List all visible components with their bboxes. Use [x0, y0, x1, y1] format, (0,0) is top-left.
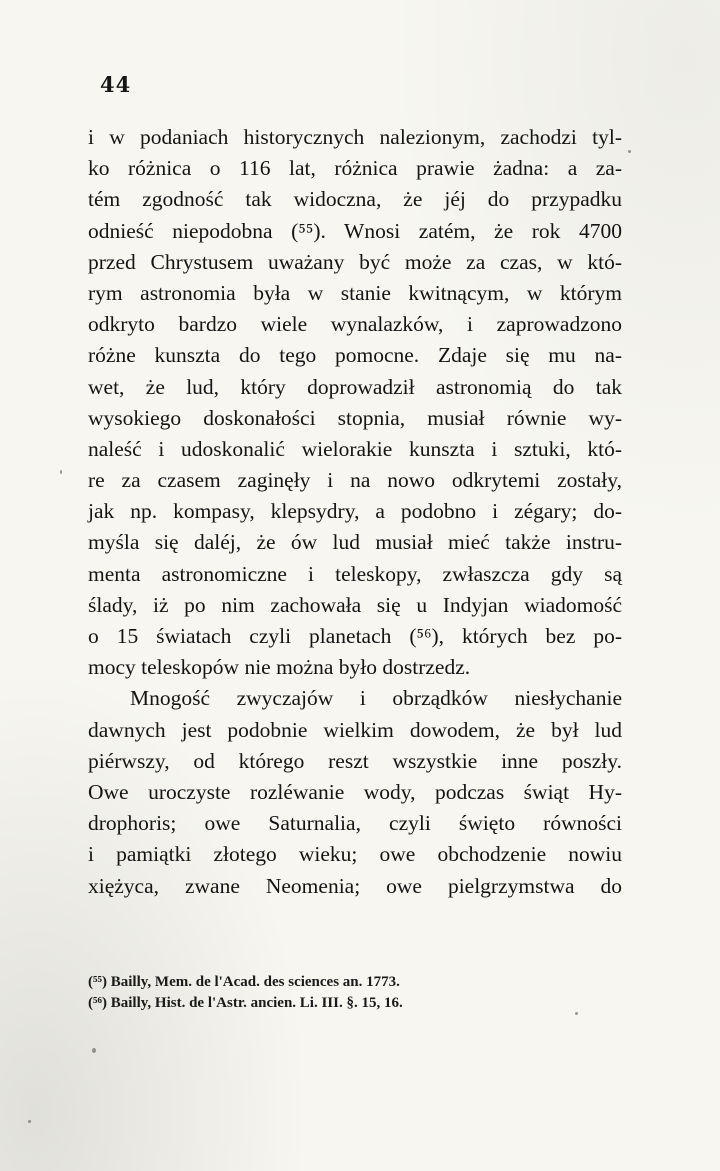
text-line: przed Chrystusem uważany być może za czas, w któ- [88, 249, 622, 274]
paper-speck [575, 1012, 578, 1015]
text-line: piérwszy, od którego reszt wszystkie inne poszły. [88, 748, 622, 773]
text-line: i pamiątki złotego wieku; owe obchodzenie nowiu [88, 842, 622, 867]
paper-speck [28, 1120, 31, 1123]
text-line: drophoris; owe Saturnalia, czyli święto równości [88, 811, 622, 836]
text-line: jak np. kompasy, klepsydry, a podobno i zégary; do- [88, 499, 622, 524]
page-number: 44 [100, 72, 132, 97]
text-line: ślady, iż po nim zachowała się u Indyjan wiadomość [88, 592, 622, 617]
text-line: menta astronomiczne i teleskopy, zwłaszcza gdy są [88, 561, 622, 586]
text-line: xiężyca, zwane Neomenia; owe pielgrzymstwa do [88, 873, 622, 898]
text-line: wet, że lud, który doprowadził astronomią do tak [88, 374, 622, 399]
text-line: różne kunszta do tego pomocne. Zdaje się mu na- [88, 343, 622, 368]
text-line: naleść i udoskonalić wielorakie kunszta i sztuki, któ- [88, 436, 622, 461]
text-line: o 15 światach czyli planetach (⁵⁶), których bez po- [88, 624, 622, 648]
text-line: wysokiego doskonałości stopnia, musiał równie wy- [88, 405, 622, 430]
footnote: (⁵⁶) Bailly, Hist. de l'Astr. ancien. Li. III. §. 15, 16. [88, 995, 403, 1011]
text-line: odnieść niepodobna (⁵⁵). Wnosi zatém, że rok 4700 [88, 218, 622, 243]
paper-speck [92, 1048, 96, 1053]
text-line: odkryto bardzo wiele wynalazków, i zaprowadzono [88, 312, 622, 337]
text-line: Mnogość zwyczajów i obrządków niesłychanie [130, 686, 622, 711]
text-line: i w podaniach historycznych nalezionym, zachodzi tyl- [88, 125, 622, 149]
text-line: ko różnica o 116 lat, różnica prawie żadna: a za- [88, 156, 622, 181]
body-text [88, 122, 622, 902]
footnotes [88, 972, 588, 1014]
text-line: tém zgodność tak widoczna, że jéj do przypadku [88, 187, 622, 212]
text-line: mocy teleskopów nie można było dostrzedz. [88, 655, 471, 680]
text-line: rym astronomia była w stanie kwitnącym, w którym [88, 280, 622, 305]
text-line: re za czasem zaginęły i na nowo odkrytemi zostały, [88, 468, 622, 493]
paper-speck [60, 470, 62, 474]
paper-speck [628, 150, 631, 153]
text-line: Owe uroczyste rozléwanie wody, podczas świąt Hy- [88, 779, 622, 804]
text-line: myśla się daléj, że ów lud musiał mieć także instru- [88, 530, 622, 555]
text-line: dawnych jest podobnie wielkim dowodem, że był lud [88, 717, 622, 742]
footnote: (⁵⁵) Bailly, Mem. de l'Acad. des sciences an. 1773. [88, 974, 400, 990]
